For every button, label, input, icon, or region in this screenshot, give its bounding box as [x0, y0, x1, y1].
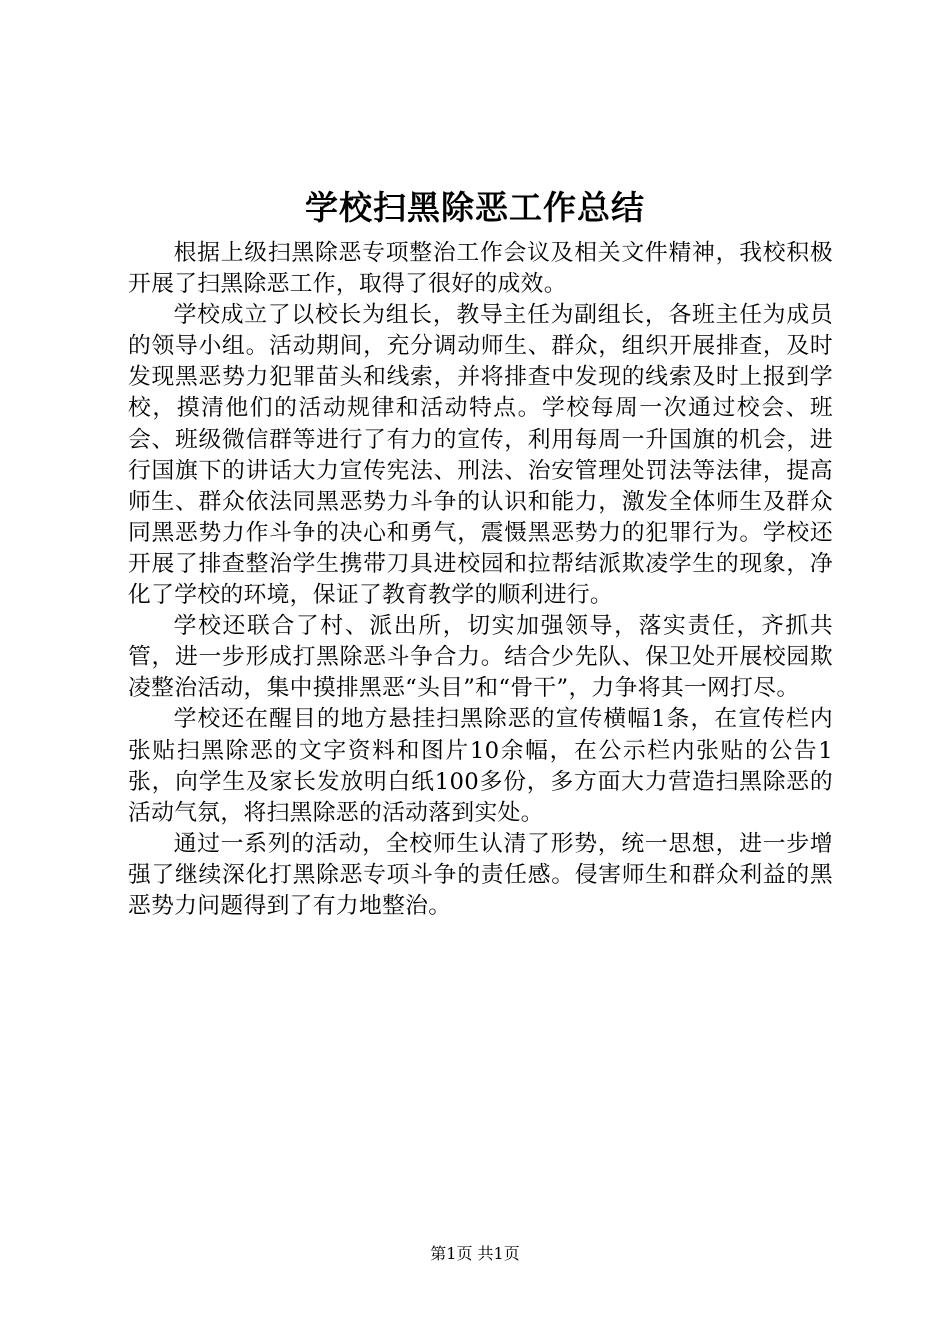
- paragraph-joint-efforts: 学校还联合了村、派出所，切实加强领导，落实责任，齐抓共管，进一步形成打黑除恶斗争合力。结合少先队、保卫处开展校园欺凌整治活动，集中摸排黑恶“头目”和“骨干”，力争将其一网打尽。: [128, 613, 833, 702]
- paragraph-conclusion: 通过一系列的活动，全校师生认清了形势，统一思想，进一步增强了继续深化打黑除恶专项斗争的责任感。侵害师生和群众利益的黑恶势力问题得到了有力地整治。: [128, 830, 833, 919]
- document-title: 学校扫黑除恶工作总结: [305, 188, 645, 227]
- paragraph-leadership-group: 学校成立了以校长为组长，教导主任为副组长，各班主任为成员的领导小组。活动期间，充分调动师生、群众，组织开展排查，及时发现黑恶势力犯罪苗头和线索，并将排查中发现的线索及时上报到学校，摸清他们的活动规律和活动特点。学校每周一次通过校会、班会、班级微信群等进行了有力的宣传，利用每周一升国旗的机会，进行国旗下的讲话大力宣传宪法、刑法、治安管理处罚法等法律，提高师生、群众依法同黑恶势力斗争的认识和能力，激发全体师生及群众同黑恶势力作斗争的决心和勇气，震慑黑恶势力的犯罪行为。学校还开展了排查整治学生携带刀具进校园和拉帮结派欺凌学生的现象，净化了学校的环境，保证了教育教学的顺利进行。: [128, 302, 833, 609]
- page-footer: 第1页 共1页: [430, 1244, 520, 1263]
- document-body: [128, 238, 833, 922]
- paragraph-publicity: 学校还在醒目的地方悬挂扫黑除恶的宣传横幅1条，在宣传栏内张贴扫黑除恶的文字资料和图片10余幅，在公示栏内张贴的公告1张，向学生及家长发放明白纸100多份，多方面大力营造扫黑除恶的活动气氛，将扫黑除恶的活动落到实处。: [128, 706, 833, 826]
- paragraph-intro: 根据上级扫黑除恶专项整治工作会议及相关文件精神，我校积极开展了扫黑除恶工作，取得了很好的成效。: [128, 240, 833, 298]
